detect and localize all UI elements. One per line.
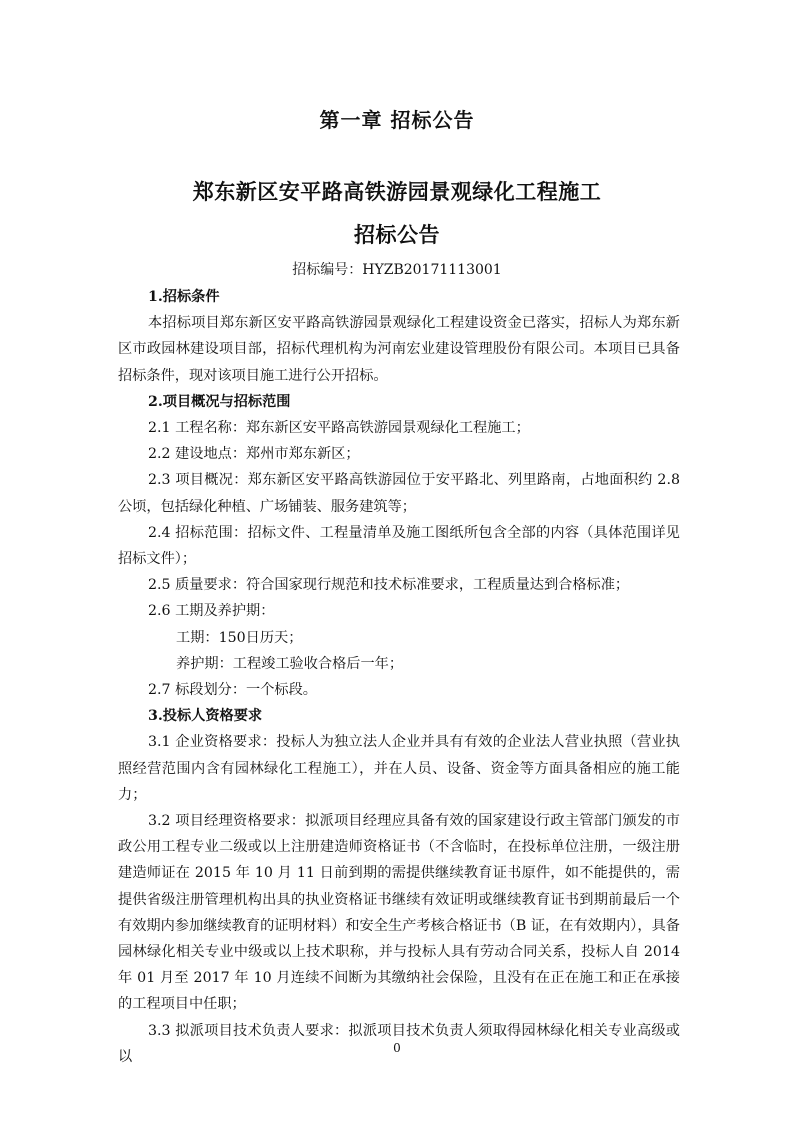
document-body: [118, 284, 680, 1070]
item-2-5: 2.5 质量要求：符合国家现行规范和技术标准要求，工程质量达到合格标准；: [148, 577, 630, 594]
item-2-6-maintenance: 养护期：工程竣工验收合格后一年；: [176, 655, 404, 672]
project-title: 郑东新区安平路高铁游园景观绿化工程施工: [192, 179, 602, 204]
notice-title: 招标公告: [354, 222, 440, 247]
item-2-6-duration: 工期：150日历天；: [176, 629, 303, 646]
item-2-6: 2.6 工期及养护期：: [148, 603, 275, 620]
item-2-4: 2.4 招标范围：招标文件、工程量清单及施工图纸所包含全部的内容（具体范围详见招标文件）；: [118, 524, 680, 568]
item-2-1: 2.1 工程名称：郑东新区安平路高铁游园景观绿化工程施工；: [148, 420, 530, 437]
section-1-body: 本招标项目郑东新区安平路高铁游园景观绿化工程建设资金已落实，招标人为郑东新区市政园林建设项目部，招标代理机构为河南宏业建设管理股份有限公司。本项目已具备招标条件，现对该项目施工进行公开招标。: [118, 315, 680, 384]
bid-number: 招标编号：HYZB20171113001: [292, 262, 502, 278]
item-2-3: 2.3 项目概况：郑东新区安平路高铁游园位于安平路北、列里路南，占地面积约 2.8 公顷，包括绿化种植、广场铺装、服务建筑等；: [118, 472, 680, 515]
section-1-heading: 1.招标条件: [148, 289, 220, 305]
page-number: 0: [393, 1041, 401, 1055]
item-2-7: 2.7 标段划分：一个标段。: [148, 682, 317, 699]
item-3-1: 3.1 企业资格要求：投标人为独立法人企业并具有有效的企业法人营业执照（营业执照经营范围内含有园林绿化工程施工），并在人员、设备、资金等方面具备相应的施工能力；: [118, 734, 680, 803]
section-3-heading: 3.投标人资格要求: [148, 708, 263, 725]
section-2-heading: 2.项目概况与招标范围: [148, 393, 291, 410]
chapter-title: 第一章 招标公告: [319, 108, 475, 132]
item-3-2: 3.2 项目经理资格要求：拟派项目经理应具备有效的国家建设行政主管部门颁发的市政公用工程专业二级或以上注册建造师资格证书（不含临时，在投标单位注册，一级注册建造师证在 2015 年 10 月 11 日前到期的需提供继续教育证书原件，如不能提供的，需提供省级注册管理机构出具的执业资格证书继续有效证明或继续教育证书到期前最后一个有效期内参加继续教育的证明材料）和安全生产考核合格证书（B 证，在有效期内），具备园林绿化相关专业中级或以上技术职称，并与投标人具有劳动合同关系，投标人自 2014 年 01 月至 2017 年 10 月连续不间断为其缴纳社会保险，且没有在正在施工和正在承接的工程项目中任职；: [118, 813, 680, 1013]
item-3-3: 3.3 拟派项目技术负责人要求：拟派项目技术负责人须取得园林绿化相关专业高级或以: [118, 1022, 680, 1065]
item-2-2: 2.2 建设地点：郑州市郑东新区；: [148, 446, 360, 463]
